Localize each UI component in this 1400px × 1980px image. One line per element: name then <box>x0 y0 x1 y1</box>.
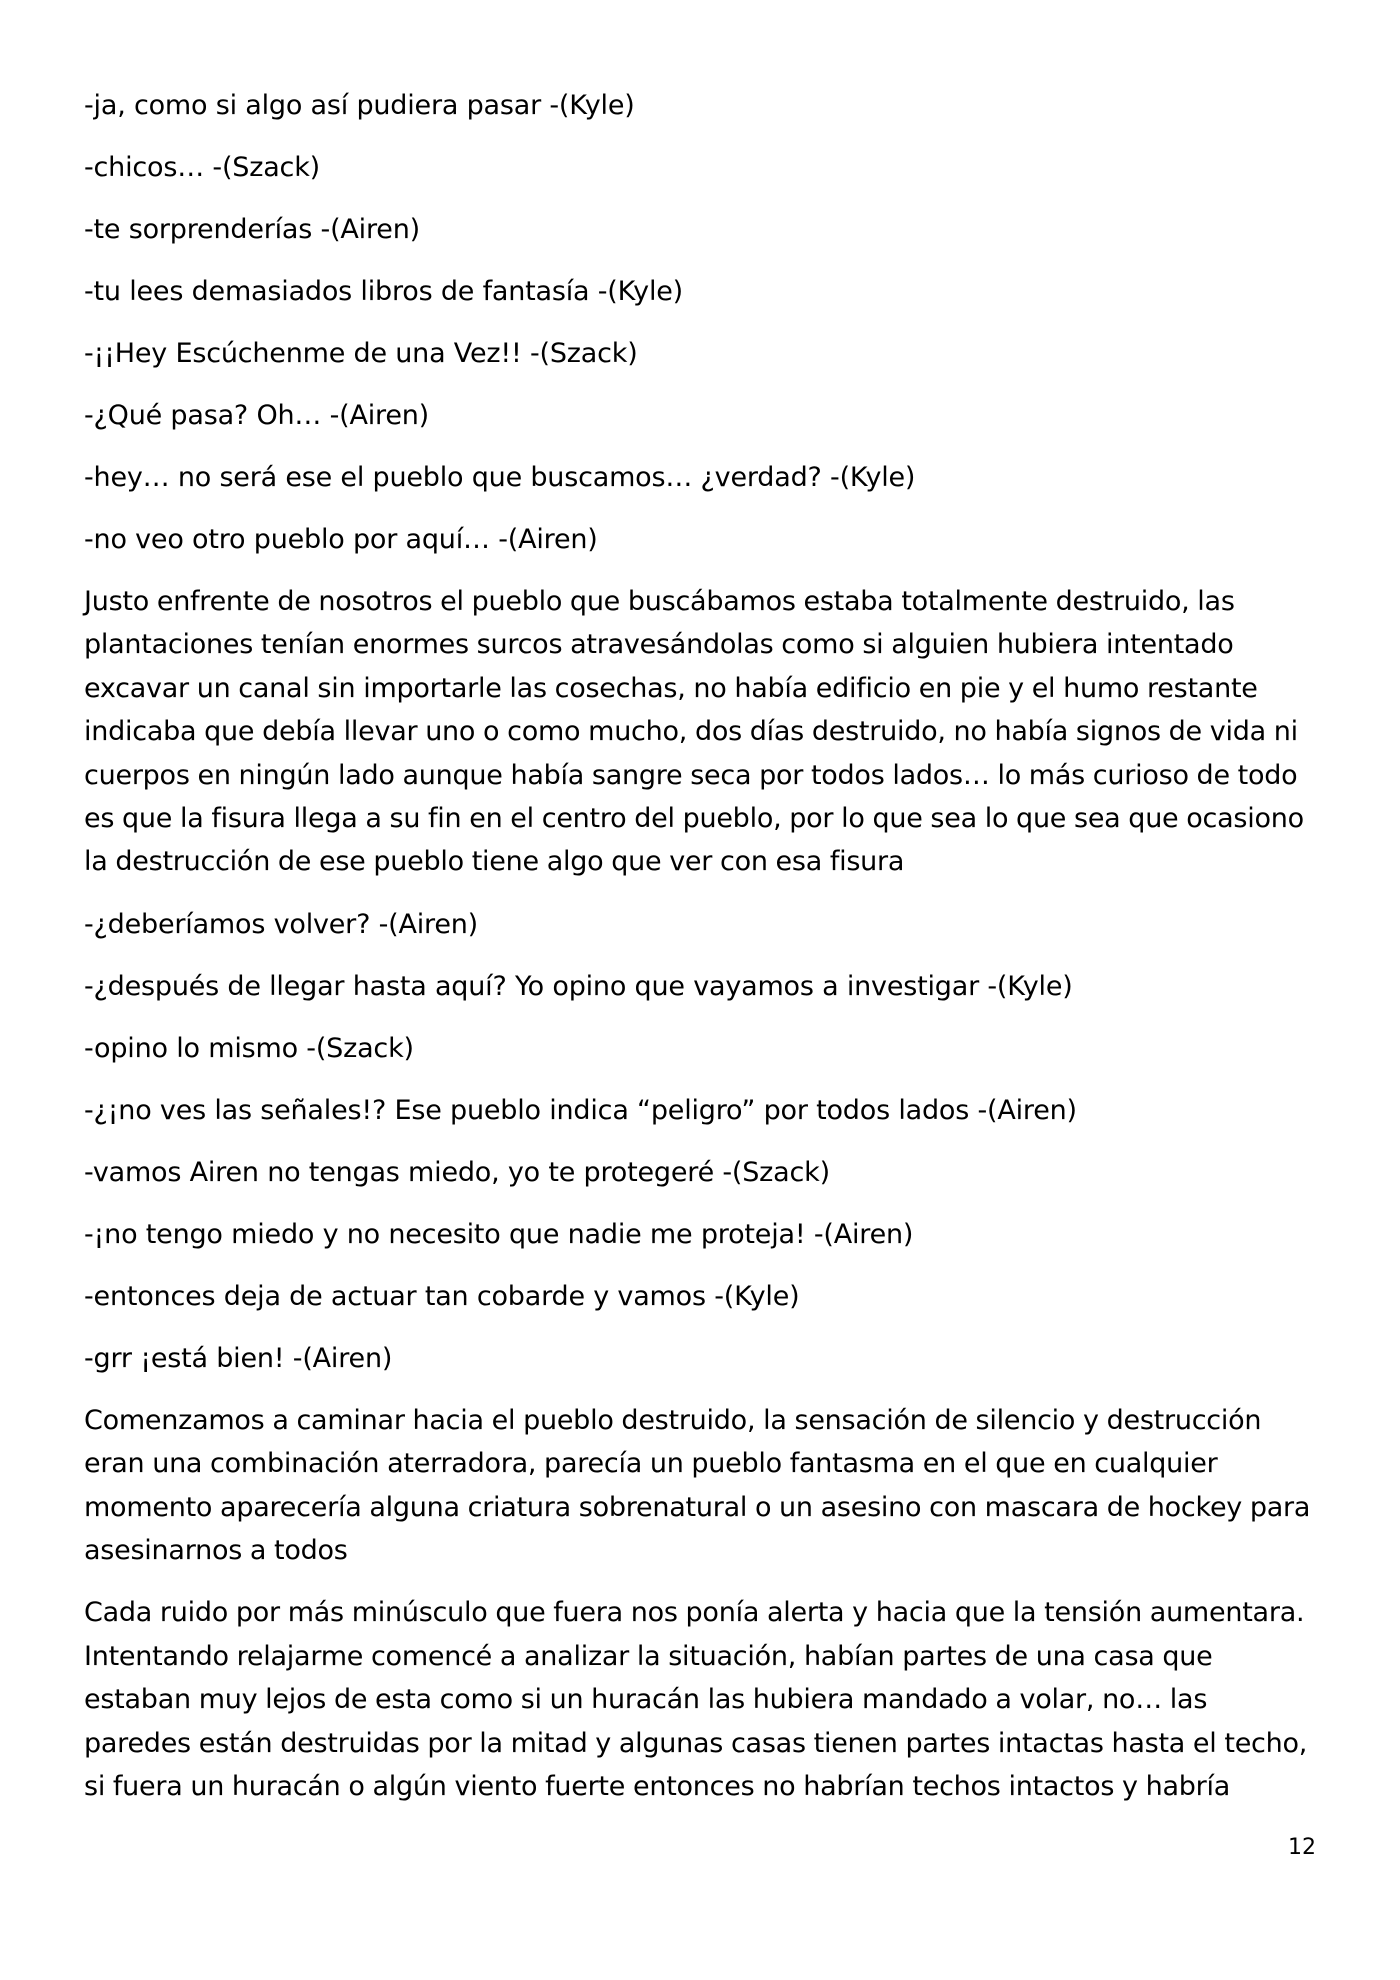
paragraph-line: es que la fisura llega a su fin en el centro del pueblo, por lo que sea lo que sea que ocasiono <box>84 803 1304 835</box>
paragraph-line: eran una combinación aterradora, parecía un pueblo fantasma en el que en cualquier <box>84 1448 1218 1480</box>
paragraph-line: la destrucción de ese pueblo tiene algo que ver con esa fisura <box>84 846 905 878</box>
paragraph-line: asesinarnos a todos <box>84 1535 348 1567</box>
paragraph-line: estaban muy lejos de esta como si un huracán las hubiera mandado a volar, no… las <box>84 1684 1208 1716</box>
dialogue-line: -hey… no será ese el pueblo que buscamos… ¿verdad? -(Kyle) <box>84 462 916 493</box>
dialogue-line: -¡¡Hey Escúchenme de una Vez!! -(Szack) <box>84 338 638 369</box>
dialogue-line: -entonces deja de actuar tan cobarde y vamos -(Kyle) <box>84 1280 800 1312</box>
dialogue-line: -ja, como si algo así pudiera pasar -(Kyle) <box>84 90 635 121</box>
paragraph-line: indicaba que debía llevar uno o como mucho, dos días destruido, no había signos de vida ni <box>84 716 1298 748</box>
narrative-paragraph <box>84 1399 1320 1573</box>
paragraph-line: Intentando relajarme comencé a analizar la situación, habían partes de una casa que <box>84 1640 1213 1672</box>
dialogue-line: -¿¡no ves las señales!? Ese pueblo indica “peligro” por todos lados -(Airen) <box>84 1094 1077 1126</box>
paragraph-line: Comenzamos a caminar hacia el pueblo destruido, la sensación de silencio y destrucción <box>84 1404 1262 1436</box>
dialogue-line: -¡no tengo miedo y no necesito que nadie me proteja! -(Airen) <box>84 1218 914 1250</box>
paragraph-line: Justo enfrente de nosotros el pueblo que buscábamos estaba totalmente destruido, las <box>84 586 1235 617</box>
paragraph-line: paredes están destruidas por la mitad y algunas casas tienen partes intactas hasta el techo, <box>84 1727 1308 1759</box>
dialogue-line: -tu lees demasiados libros de fantasía -(Kyle) <box>84 276 683 307</box>
page-body <box>84 84 1320 1828</box>
narrative-paragraph <box>84 580 1320 884</box>
dialogue-line: -te sorprenderías -(Airen) <box>84 214 420 245</box>
paragraph-line: excavar un canal sin importarle las cosechas, no había edificio en pie y el humo restante <box>84 672 1258 704</box>
paragraph-line: Cada ruido por más minúsculo que fuera nos ponía alerta y hacia que la tensión aumentara. <box>84 1597 1305 1629</box>
page-number: 12 <box>1288 1835 1316 1860</box>
dialogue-line: -¿después de llegar hasta aquí? Yo opino que vayamos a investigar -(Kyle) <box>84 970 1073 1002</box>
paragraph-line: momento aparecería alguna criatura sobrenatural o un asesino con mascara de hockey para <box>84 1491 1311 1523</box>
paragraph-line: si fuera un huracán o algún viento fuerte entonces no habrían techos intactos y habría <box>84 1771 1231 1803</box>
paragraph-line: plantaciones tenían enormes surcos atravesándolas como si alguien hubiera intentado <box>84 629 1234 661</box>
dialogue-line: -¿Qué pasa? Oh… -(Airen) <box>84 400 430 431</box>
dialogue-line: -vamos Airen no tengas miedo, yo te protegeré -(Szack) <box>84 1156 830 1188</box>
narrative-paragraph <box>84 1591 1320 1808</box>
dialogue-line: -grr ¡está bien! -(Airen) <box>84 1342 393 1374</box>
dialogue-line: -chicos… -(Szack) <box>84 152 320 183</box>
dialogue-line: -opino lo mismo -(Szack) <box>84 1032 414 1064</box>
dialogue-line: -no veo otro pueblo por aquí… -(Airen) <box>84 524 598 555</box>
dialogue-line: -¿deberíamos volver? -(Airen) <box>84 908 479 940</box>
paragraph-line: cuerpos en ningún lado aunque había sangre seca por todos lados… lo más curioso de todo <box>84 759 1298 791</box>
